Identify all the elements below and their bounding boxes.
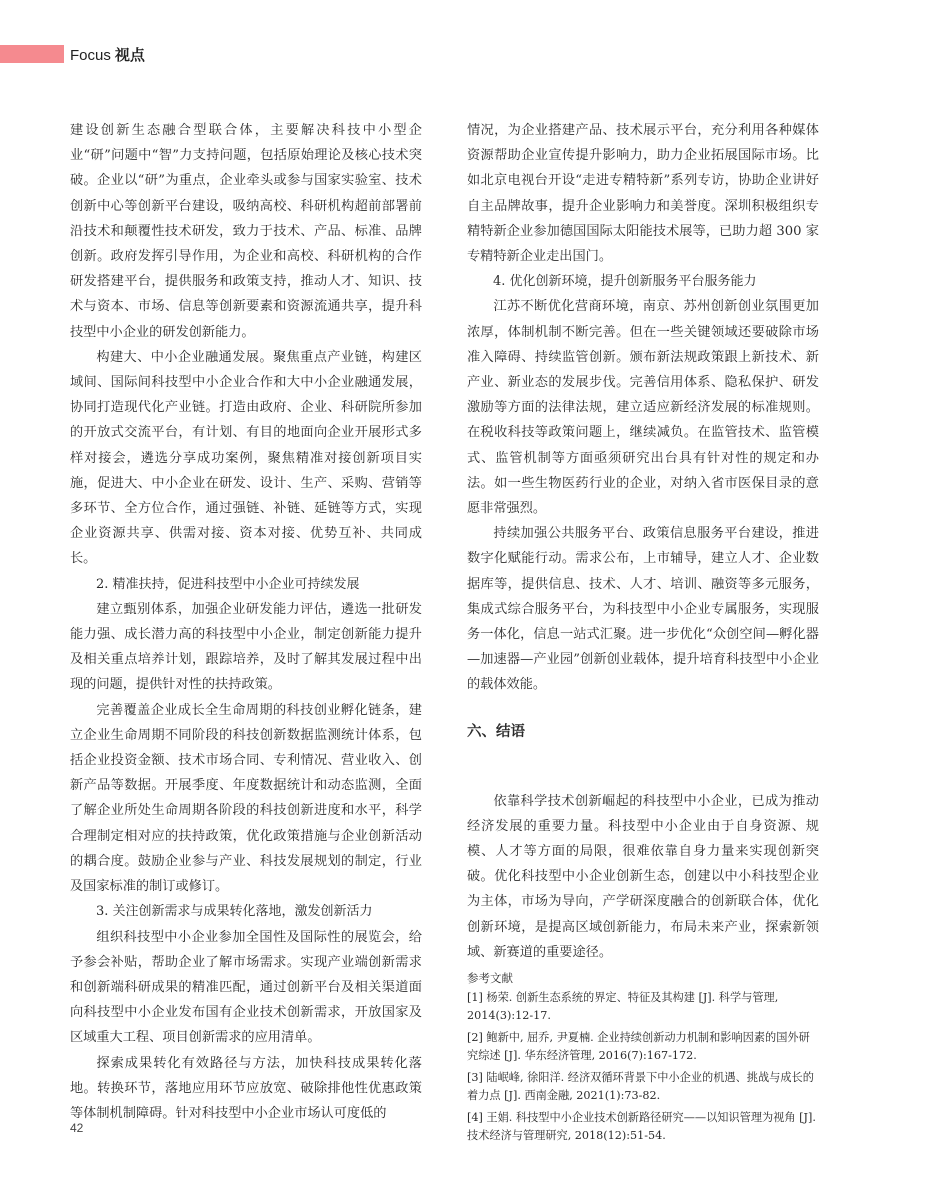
subheading: 2. 精准扶持，促进科技型中小企业可持续发展 xyxy=(96,576,360,592)
paragraph: 依靠科学技术创新崛起的科技型中小企业，已成为推动经济发展的重要力量。科技型中小企业由于自身资源、规模、人才等方面的局限，很难依靠自身力量来实现创新突破。优化科技型中小企业创新生态，创建以中小科技型企业为主体，市场为导向，产学研深度融合的创新联合体，优化创新环境，是提高区域创新能力，布局未来产业，探索新领域、新赛道的重要途径。 xyxy=(467,793,819,960)
paragraph: 建设创新生态融合型联合体，主要解决科技中小型企业“研”问题中“智”力支持问题，包括原始理论及核心技术突破。企业以“研”为重点，企业牵头或参与国家实验室、技术创新中心等创新平台建设，吸纳高校、科研机构超前部署前沿技术和颠覆性技术研发，致力于技术、产品、标准、品牌创新。政府发挥引导作用，为企业和高校、科研机构的合作研发搭建平台，提供服务和政策支持，推动人才、知识、技术与资本、市场、信息等创新要素和资源流通共享，提升科技型中小企业的研发创新能力。 xyxy=(70,123,422,340)
paragraph: 组织科技型中小企业参加全国性及国际性的展览会，给予参会补贴，帮助企业了解市场需求。实现产业端创新需求和创新端科研成果的精准匹配，通过创新平台及相关渠道面向科技型中小企业发布国有企业技术创新需求，开放国家及区域重大工程、项目创新需求的应用清单。 xyxy=(70,929,422,1046)
paragraph: 情况，为企业搭建产品、技术展示平台，充分利用各种媒体资源帮助企业宣传提升影响力，助力企业拓展国际市场。比如北京电视台开设“走进专精特新”系列专访，协助企业讲好自主品牌故事，提升企业影响力和美誉度。深圳积极组织专精特新企业参加德国国际太阳能技术展等，已助力超 300 家专精特新企业走出国门。 xyxy=(467,123,819,265)
section-header-cn: 视点 xyxy=(114,47,145,64)
header-accent-bar xyxy=(0,45,64,63)
subheading: 3. 关注创新需求与成果转化落地，激发创新活力 xyxy=(96,904,373,920)
subheading: 4. 优化创新环境，提升创新服务平台服务能力 xyxy=(493,274,757,290)
reference-item: [4] 王娟. 科技型中小企业技术创新路径研究——以知识管理为视角 [J]. 技术经济与管理研究, 2018(12):51-54. xyxy=(467,1111,816,1143)
left-column xyxy=(70,118,422,1126)
page-number: 42 xyxy=(70,1121,84,1135)
reference-item: [2] 鲍新中, 屈乔, 尹夏楠. 企业持续创新动力机制和影响因素的国外研究综述 [J]. 华东经济管理, 2016(7):167-172. xyxy=(467,1031,810,1063)
paragraph: 完善覆盖企业成长全生命周期的科技创业孵化链条，建立企业生命周期不同阶段的科技创新数据监测统计体系，包括企业投资金额、技术市场合同、专利情况、营业收入、创新产品等数据。开展季度、年度数据统计和动态监测，全面了解企业所处生命周期各阶段的科技创新进度和水平，科学合理制定相对应的扶持政策，优化政策措施与企业创新活动的耦合度。鼓励企业参与产业、科技发展规划的制定，行业及国家标准的制订或修订。 xyxy=(70,702,422,895)
section-header-en: Focus xyxy=(70,47,111,64)
reference-item: [1] 杨荣. 创新生态系统的界定、特征及其构建 [J]. 科学与管理, 2014(3):12-17. xyxy=(467,991,779,1023)
paragraph: 江苏不断优化营商环境，南京、苏州创新创业氛围更加浓厚，体制机制不断完善。但在一些关键领域还要破除市场准入障碍、持续监管创新。颁布新法规政策跟上新技术、新产业、新业态的发展步伐。完善信用体系、隐私保护、研发激励等方面的法律法规，建立适应新经济发展的标准规则。在税收科技等政策问题上，继续减负。在监管技术、监管模式、监管机制等方面亟须研究出台具有针对性的规定和办法。如一些生物医药行业的企业，对纳入省市医保目录的意愿非常强烈。 xyxy=(467,299,819,517)
reference-item: [3] 陆岷峰, 徐阳洋. 经济双循环背景下中小企业的机遇、挑战与成长的着力点 [J]. 西南金融, 2021(1):73-82. xyxy=(467,1071,814,1103)
paragraph: 构建大、中小企业融通发展。聚焦重点产业链，构建区域间、国际间科技型中小企业合作和大中小企业融通发展，协同打造现代化产业链。打造由政府、企业、科研院所参加的开放式交流平台，有计划、有目的地面向企业开展形式多样对接会，遴选分享成功案例，聚焦精准对接创新项目实施，促进大、中小企业在研发、设计、生产、采购、营销等多环节、全方位合作，通过强链、补链、延链等方式，实现企业资源共享、供需对接、资本对接、优势互补、共同成长。 xyxy=(70,349,422,567)
references-title: 参考文献 xyxy=(467,971,513,986)
section-heading: 六、结语 xyxy=(467,723,525,740)
right-column xyxy=(467,118,819,1149)
paragraph: 探索成果转化有效路径与方法，加快科技成果转化落地。转换环节，落地应用环节应放宽、破除排他性优惠政策等体制机制障碍。针对科技型中小企业市场认可度低的 xyxy=(70,1055,422,1121)
section-header xyxy=(70,44,145,65)
paragraph: 持续加强公共服务平台、政策信息服务平台建设，推进数字化赋能行动。需求公布，上市辅导，建立人才、企业数据库等，提供信息、技术、人才、培训、融资等多元服务，集成式综合服务平台，为科技型中小企业专属服务，实现服务一体化，信息一站式汇聚。进一步优化“众创空间—孵化器—加速器—产业园”创新创业载体，提升培育科技型中小企业的载体效能。 xyxy=(467,526,819,693)
paragraph: 建立甄别体系，加强企业研发能力评估，遴选一批研发能力强、成长潜力高的科技型中小企业，制定创新能力提升及相关重点培养计划，跟踪培养，及时了解其发展过程中出现的问题，提供针对性的扶持政策。 xyxy=(70,601,422,693)
